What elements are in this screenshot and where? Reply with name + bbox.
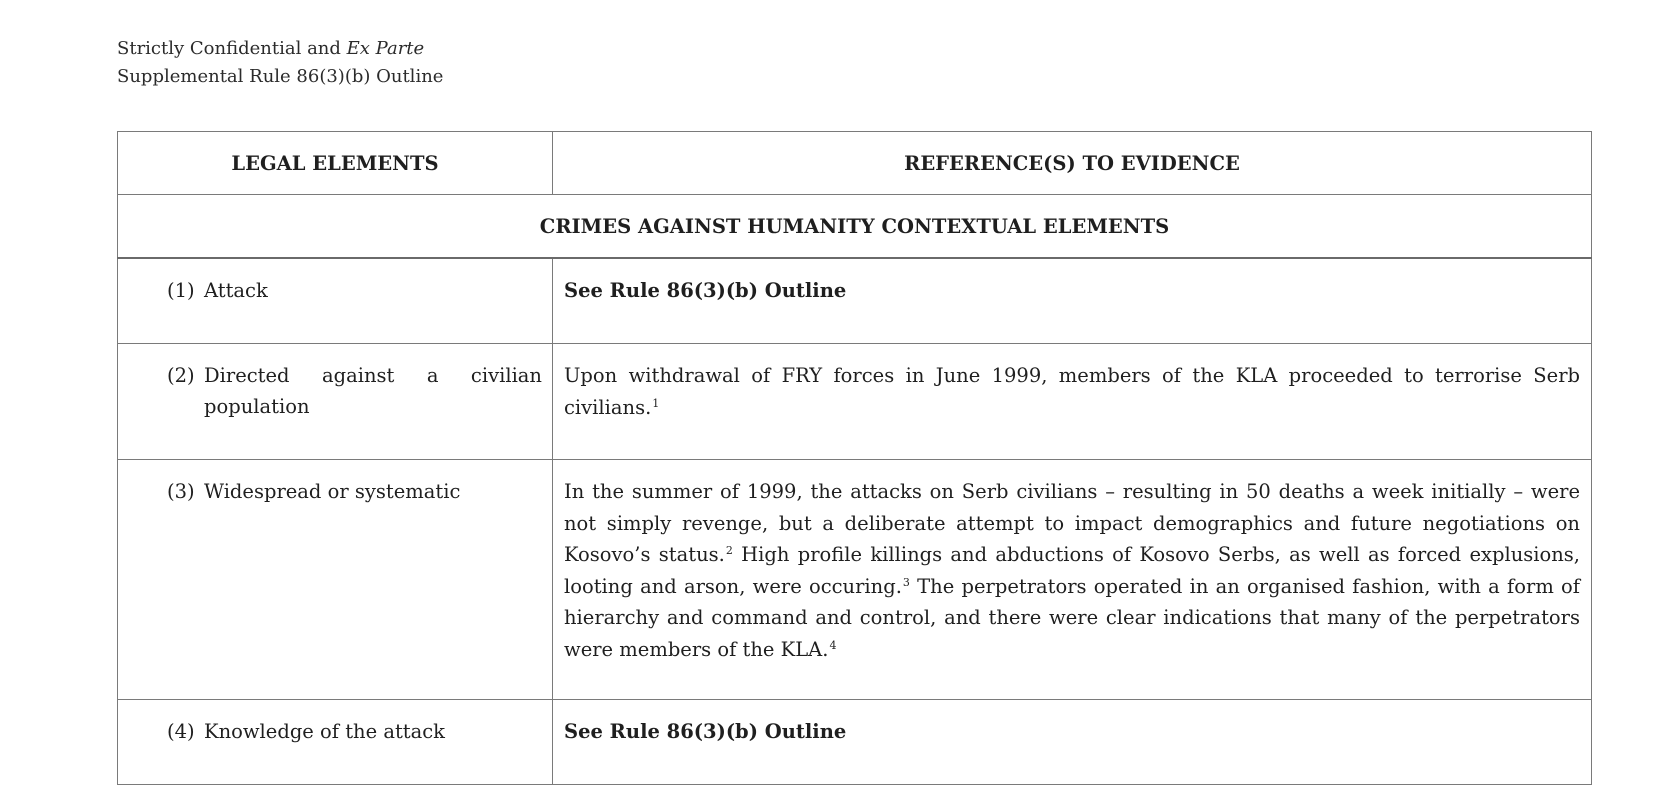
column-header-evidence: REFERENCE(S) TO EVIDENCE <box>553 132 1592 195</box>
evidence-text: In the summer of 1999, the attacks on Serb civilians – resulting in 50 deaths a week initially – were not simply revenge, but a deliberate attempt to impact demographics and future negotiations on Kosovo’s status. <box>564 480 1580 566</box>
evidence-text: High profile killings and abductions of Kosovo Serbs, as well as forced explusions, looting and arson, were occuring. <box>564 543 1581 598</box>
element-label: Widespread or systematic <box>204 480 461 503</box>
section-title: CRIMES AGAINST HUMANITY CONTEXTUAL ELEMENTS <box>118 195 1592 259</box>
confidentiality-label: Strictly Confidential and <box>117 38 341 59</box>
table-header-row <box>118 132 1592 195</box>
footnote-ref[interactable]: 2 <box>725 544 733 557</box>
element-number: (3) <box>167 480 195 503</box>
legal-element-cell <box>118 700 553 785</box>
element-label: Attack <box>204 279 268 302</box>
ex-parte-label: Ex Parte <box>346 38 425 59</box>
evidence-cell: See Rule 86(3)(b) Outline <box>553 258 1592 344</box>
footnote-ref[interactable]: 1 <box>652 396 660 410</box>
confidentiality-line <box>117 35 443 63</box>
evidence-cell: See Rule 86(3)(b) Outline <box>553 700 1592 785</box>
evidence-cell <box>553 460 1592 700</box>
element-number: (2) <box>167 364 195 387</box>
element-number: (4) <box>167 720 195 743</box>
legal-element-cell <box>118 460 553 700</box>
table-row <box>118 460 1592 700</box>
table-row <box>118 700 1592 785</box>
document-header <box>117 35 443 91</box>
table-row <box>118 344 1592 460</box>
document-subtitle: Supplemental Rule 86(3)(b) Outline <box>117 66 444 87</box>
evidence-text: Upon withdrawal of FRY forces in June 1999, members of the KLA proceeded to terrorise Serb civilians. <box>564 364 1580 419</box>
legal-element-cell <box>118 258 553 344</box>
element-number: (1) <box>167 279 195 302</box>
evidence-cell <box>553 344 1592 460</box>
footnote-ref[interactable]: 3 <box>902 575 910 589</box>
table-row <box>118 258 1592 344</box>
section-row <box>118 195 1592 259</box>
element-label: Knowledge of the attack <box>204 720 445 743</box>
footnote-ref[interactable]: 4 <box>829 638 837 652</box>
column-header-legal-elements: LEGAL ELEMENTS <box>118 132 553 195</box>
legal-elements-table <box>117 131 1592 785</box>
element-label: Directed against a civilian population <box>204 364 542 418</box>
evidence-text: The perpetrators operated in an organised fashion, with a form of hierarchy and command and control, and there were clear indications that many of the perpetrators were members of the KLA. <box>564 574 1580 661</box>
legal-element-cell <box>118 344 553 460</box>
